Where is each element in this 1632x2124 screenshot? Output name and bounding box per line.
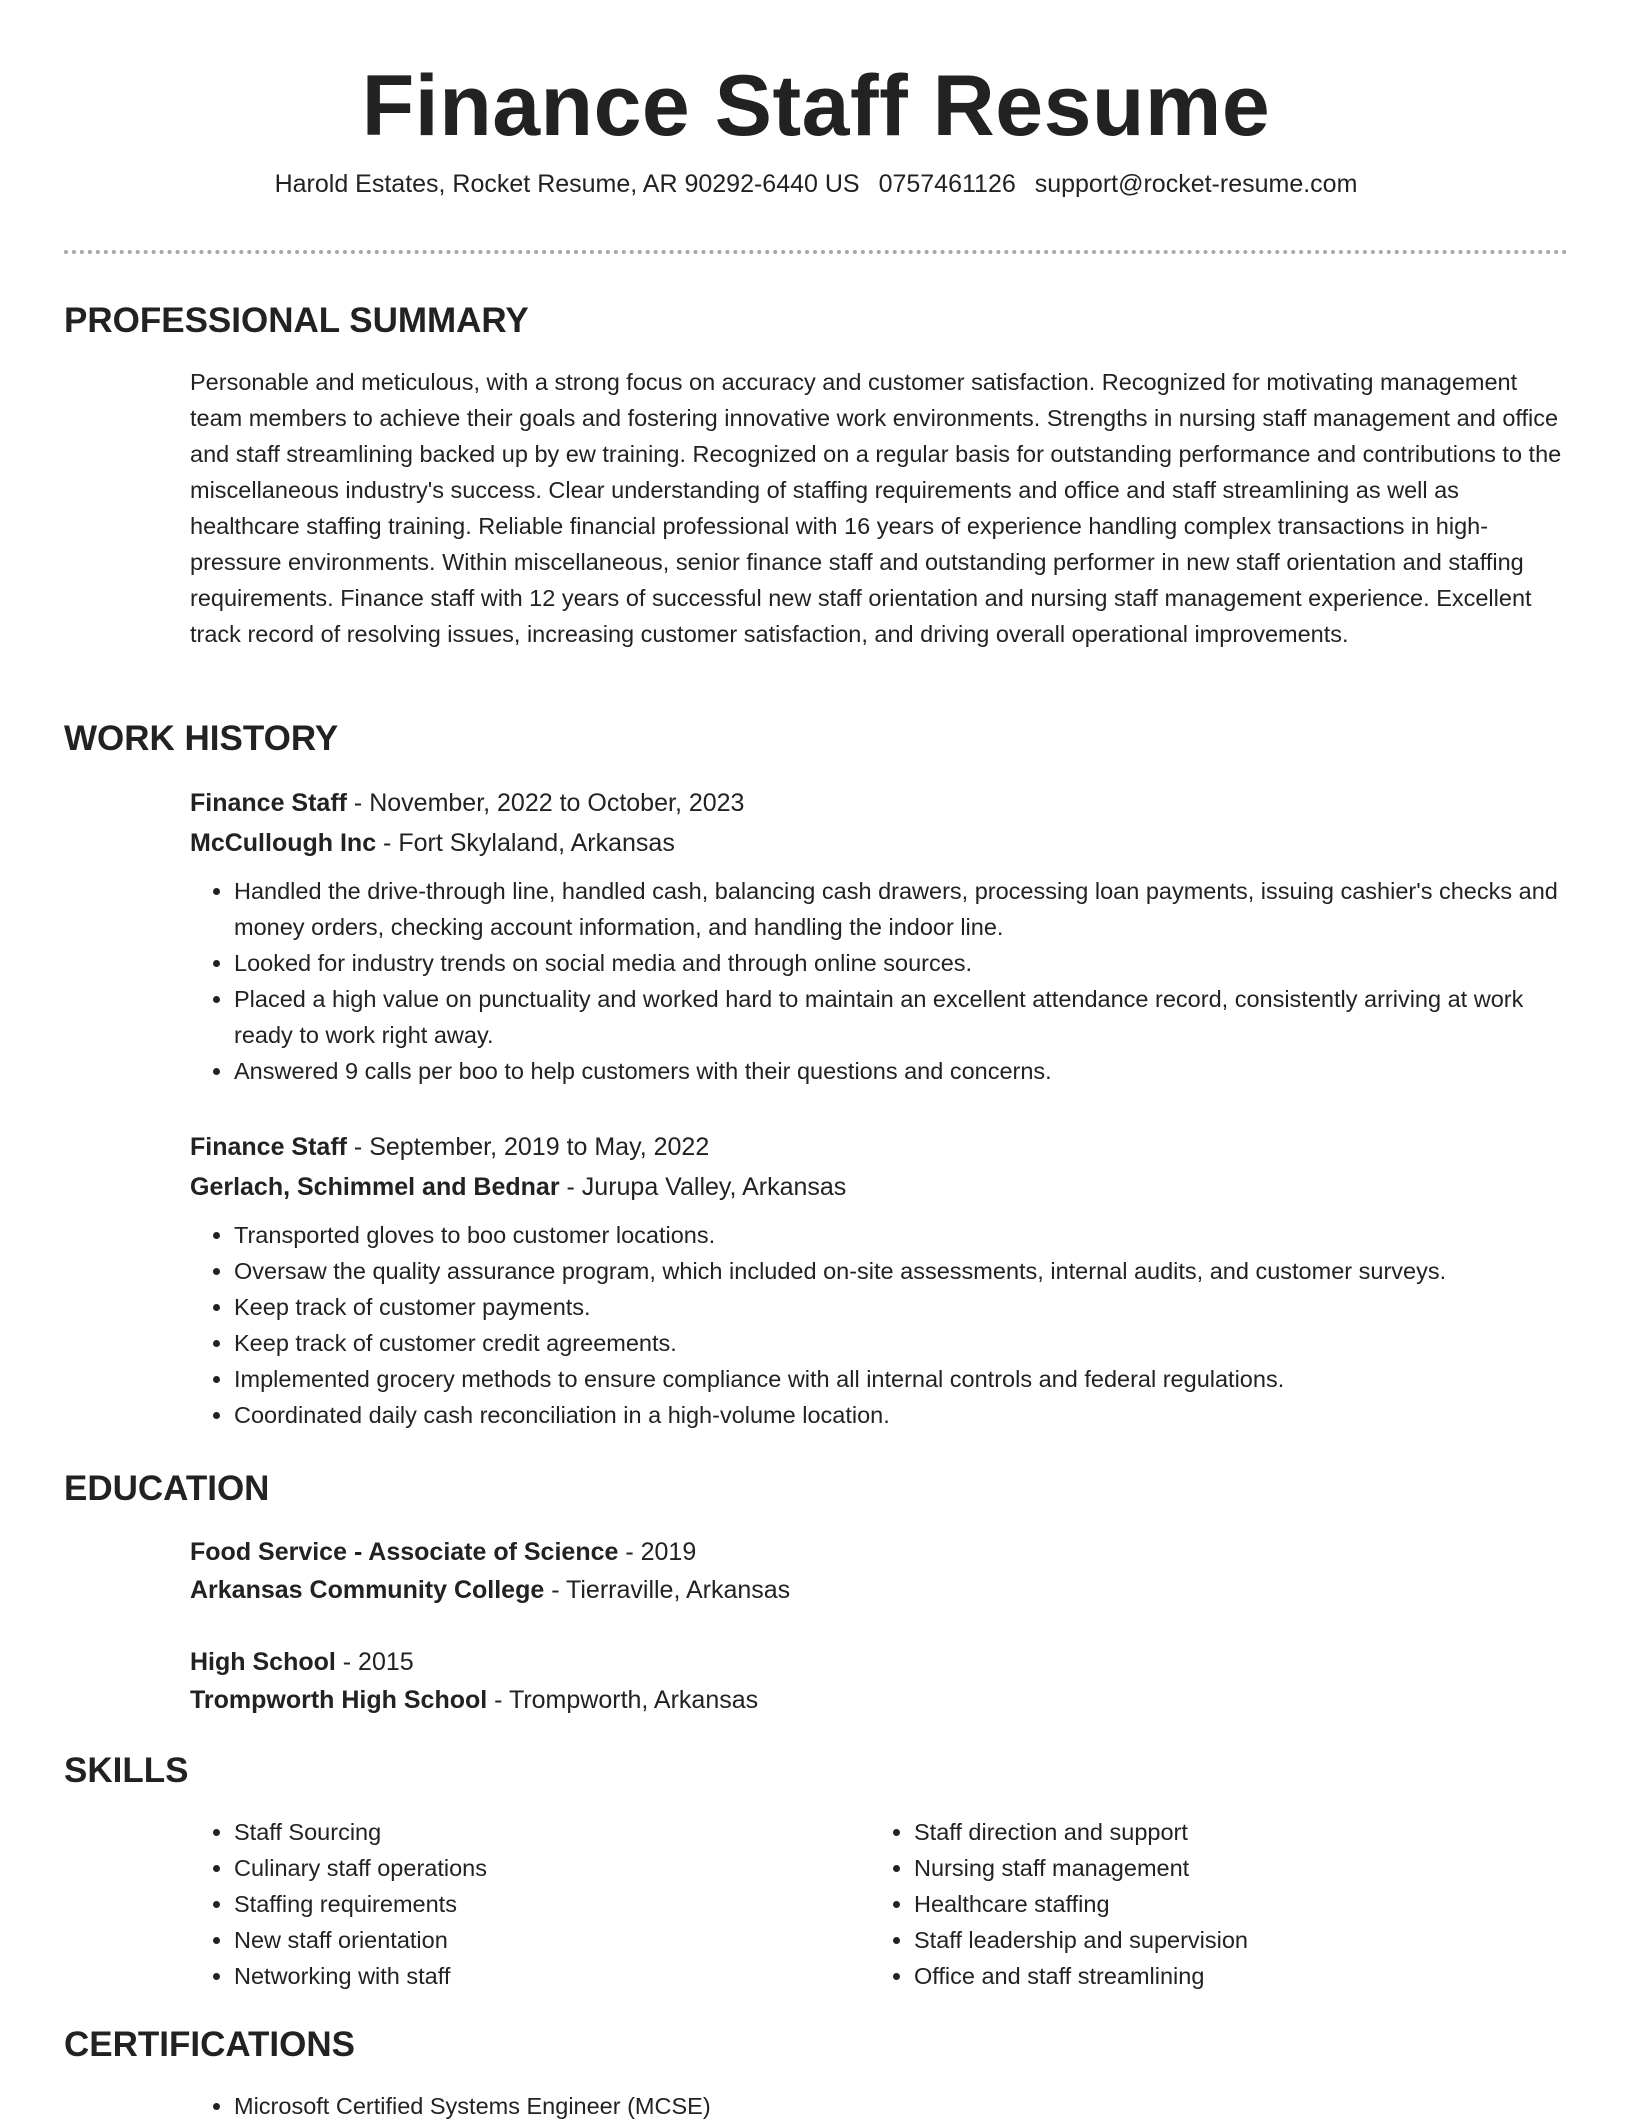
skills-column-right: [870, 1814, 1550, 1994]
job-company-line: [190, 1167, 1568, 1207]
job-entry: [190, 783, 1568, 1089]
job-bullet: • Handled the drive-through line, handled cash, balancing cash drawers, processing loan payments, issuing cashier's checks and money orders, checking account information, and handling the indoor line.: [234, 873, 1568, 945]
education-degree: Food Service - Associate of Science: [190, 1538, 619, 1566]
contact-line: [64, 162, 1568, 206]
skills-list: [870, 1814, 1550, 1994]
education-year: - 2019: [618, 1538, 697, 1566]
job-bullet: • Oversaw the quality assurance program, which included on-site assessments, internal audits, and customer surveys.: [234, 1253, 1568, 1289]
education-location: - Tierraville, Arkansas: [544, 1576, 791, 1604]
skills-heading: SKILLS: [64, 1751, 189, 1790]
contact-address: Harold Estates, Rocket Resume, AR 90292-6440 US: [274, 170, 860, 198]
skill-item: • Staff Sourcing: [234, 1814, 870, 1850]
resume-title: Finance Staff Resume: [361, 58, 1271, 154]
skill-item: • Office and staff streamlining: [914, 1958, 1550, 1994]
skills-list: [190, 1814, 870, 1994]
job-bullet: • Keep track of customer credit agreements.: [234, 1325, 1568, 1361]
certifications-section: [190, 2088, 1568, 2124]
job-title: Finance Staff: [190, 1133, 347, 1161]
education-school-line: [190, 1681, 1568, 1719]
job-title: Finance Staff: [190, 789, 347, 817]
job-company: Gerlach, Schimmel and Bednar: [190, 1173, 560, 1201]
summary-section: [190, 364, 1568, 652]
education-degree: High School: [190, 1648, 336, 1676]
job-dates: - November, 2022 to October, 2023: [346, 789, 745, 817]
education-year: - 2015: [335, 1648, 414, 1676]
skill-item: • Networking with staff: [234, 1958, 870, 1994]
job-bullet: • Placed a high value on punctuality and worked hard to maintain an excellent attendance record, consistently arriving at work ready to work right away.: [234, 981, 1568, 1053]
contact-phone: 0757461126: [878, 170, 1016, 198]
job-company: McCullough Inc: [190, 829, 377, 857]
job-bullet: • Implemented grocery methods to ensure compliance with all internal controls and federal regulations.: [234, 1361, 1568, 1397]
certifications-heading: CERTIFICATIONS: [64, 2025, 356, 2064]
job-title-line: [190, 1127, 1568, 1167]
education-location: - Trompworth, Arkansas: [487, 1686, 759, 1714]
skill-item: • Culinary staff operations: [234, 1850, 870, 1886]
education-degree-line: [190, 1643, 1568, 1681]
header-divider: [64, 250, 1568, 254]
education-heading: EDUCATION: [64, 1469, 270, 1508]
skill-item: • Healthcare staffing: [914, 1886, 1550, 1922]
job-bullet: • Coordinated daily cash reconciliation in a high-volume location.: [234, 1397, 1568, 1433]
skill-item: • Staff direction and support: [914, 1814, 1550, 1850]
certifications-list: [190, 2088, 1568, 2124]
job-dates: - September, 2019 to May, 2022: [346, 1133, 710, 1161]
resume-page: [64, 0, 1568, 2119]
education-school: Trompworth High School: [190, 1686, 488, 1714]
skill-item: • Staff leadership and supervision: [914, 1922, 1550, 1958]
job-bullets: [190, 1217, 1568, 1433]
job-bullet: • Looked for industry trends on social media and through online sources.: [234, 945, 1568, 981]
skill-item: • Staffing requirements: [234, 1886, 870, 1922]
skills-columns: [190, 1814, 1568, 1994]
job-bullet: • Transported gloves to boo customer locations.: [234, 1217, 1568, 1253]
job-location: - Jurupa Valley, Arkansas: [559, 1173, 847, 1201]
education-school-line: [190, 1571, 1568, 1609]
certification-item: • Microsoft Certified Systems Engineer (MCSE): [234, 2088, 1568, 2124]
job-entry: [190, 1127, 1568, 1433]
summary-heading: PROFESSIONAL SUMMARY: [64, 301, 529, 340]
contact-email: support@rocket-resume.com: [1034, 170, 1358, 198]
education-degree-line: [190, 1533, 1568, 1571]
skill-item: • Nursing staff management: [914, 1850, 1550, 1886]
job-company-line: [190, 823, 1568, 863]
job-location: - Fort Skylaland, Arkansas: [376, 829, 675, 857]
work-history-heading: WORK HISTORY: [64, 719, 339, 758]
job-bullets: [190, 873, 1568, 1089]
education-entry: [190, 1643, 1568, 1719]
skill-item: • New staff orientation: [234, 1922, 870, 1958]
job-bullet: • Keep track of customer payments.: [234, 1289, 1568, 1325]
skills-section: [190, 1814, 1568, 1994]
job-title-line: [190, 783, 1568, 823]
summary-text: Personable and meticulous, with a strong focus on accuracy and customer satisfaction. Recognized for motivating management team members to achieve their goals and fostering innovative work environments. Strengths in nursing staff management and office and staff streamlining backed up by ew training. Recognized on a regular basis for outstanding performance and contributions to the miscellaneous industry's success. Clear understanding of staffing requirements and office and staff streamlining as well as healthcare staffing training. Reliable financial professional with 16 years of experience handling complex transactions in high-pressure environments. Within miscellaneous, senior finance staff and outstanding performer in new staff orientation and staffing requirements. Finance staff with 12 years of successful new staff orientation and nursing staff management experience. Excellent track record of resolving issues, increasing customer satisfaction, and driving overall operational improvements.: [190, 369, 1562, 647]
job-bullet: • Answered 9 calls per boo to help customers with their questions and concerns.: [234, 1053, 1568, 1089]
education-entry: [190, 1533, 1568, 1609]
education-school: Arkansas Community College: [190, 1576, 545, 1604]
skills-column-left: [190, 1814, 870, 1994]
